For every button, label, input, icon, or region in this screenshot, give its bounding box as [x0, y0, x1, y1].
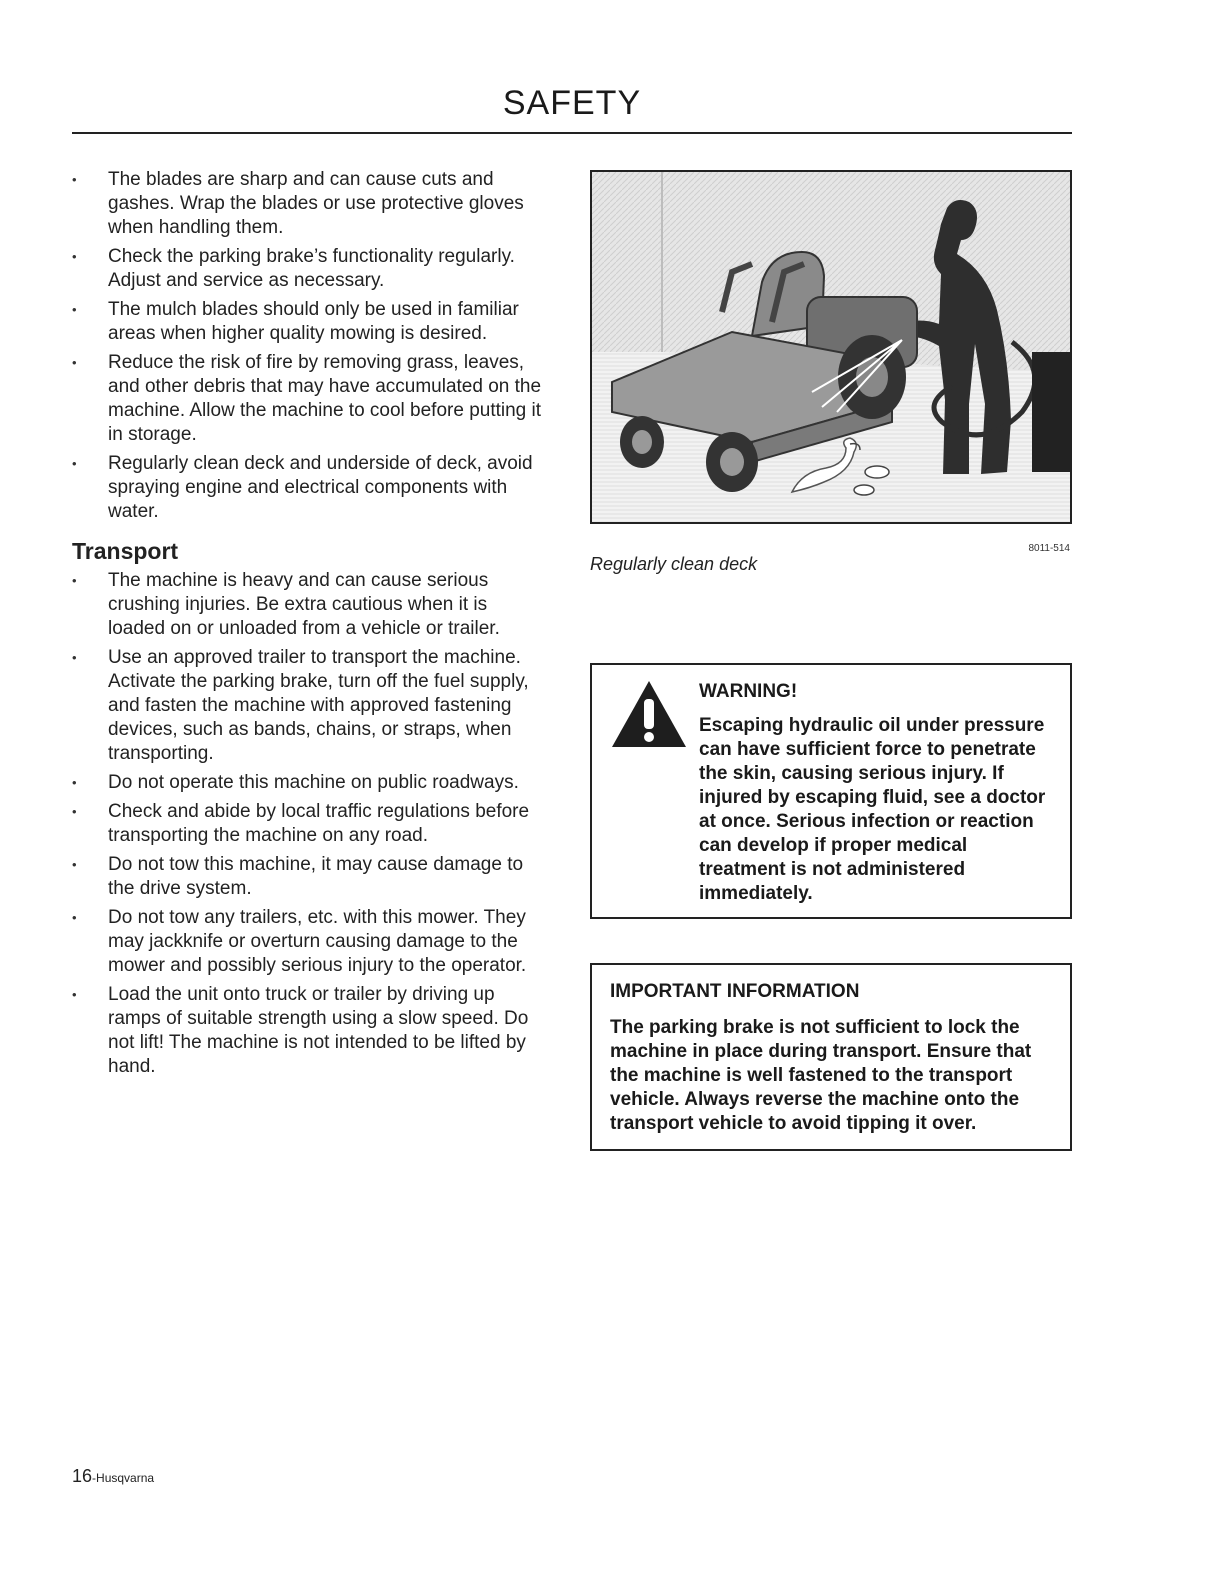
- list-item: • Reduce the risk of fire by removing grass, leaves, and other debris that may have accumulated on the machine. Allow the machine to cool before putting it in storage.: [72, 351, 542, 447]
- transport-heading: Transport: [72, 538, 179, 564]
- transport-bullet-list: [72, 569, 542, 1079]
- list-item: • Regularly clean deck and underside of deck, avoid spraying engine and electrical components with water.: [72, 452, 542, 524]
- footer-separator: -: [92, 1471, 97, 1485]
- important-information-box: [590, 963, 1072, 1151]
- list-item: • Load the unit onto truck or trailer by driving up ramps of suitable strength using a slow speed. Do not lift! The machine is not intended to be lifted by hand.: [72, 983, 542, 1079]
- page-title: SAFETY: [502, 84, 642, 122]
- warning-box: [590, 663, 1072, 919]
- warning-text: Escaping hydraulic oil under pressure can have sufficient force to penetrate the skin, causing serious injury. If injured by escaping fluid, see a doctor at once. Serious infection or reaction can develop if proper medical treatment is not administered immediately.: [699, 715, 1046, 904]
- list-item: • Do not tow this machine, it may cause damage to the drive system.: [72, 853, 542, 901]
- list-item: • The mulch blades should only be used in familiar areas when higher quality mowing is desired.: [72, 298, 542, 346]
- list-item: • The machine is heavy and can cause serious crushing injuries. Be extra cautious when it is loaded on or unloaded from a vehicle or trailer.: [72, 569, 542, 641]
- list-item: • Use an approved trailer to transport the machine. Activate the parking brake, turn off the fuel supply, and fasten the machine with approved fastening devices, such as bands, chains, or straps, when transporting.: [72, 646, 542, 766]
- footer-brand: Husqvarna: [96, 1471, 155, 1485]
- left-column: [72, 168, 542, 1084]
- figure-code: 8011-514: [1028, 543, 1070, 554]
- page-number: 16: [72, 1466, 93, 1486]
- list-item: • The blades are sharp and can cause cuts and gashes. Wrap the blades or use protective gloves when handling them.: [72, 168, 542, 240]
- figure-caption: Regularly clean deck: [590, 554, 758, 574]
- list-item: • Do not operate this machine on public roadways.: [72, 771, 542, 795]
- page-footer: [72, 1466, 154, 1487]
- list-item: • Do not tow any trailers, etc. with this mower. They may jackknife or overturn causing damage to the mower and possibly serious injury to the operator.: [72, 906, 542, 978]
- important-information-heading: IMPORTANT INFORMATION: [610, 981, 860, 1002]
- important-information-text: The parking brake is not sufficient to lock the machine in place during transport. Ensure that the machine is well fastened to the transport vehicle. Always reverse the machine onto the transport vehicle to avoid tipping it over.: [610, 1017, 1032, 1134]
- list-item: • Check and abide by local traffic regulations before transporting the machine on any road.: [72, 800, 542, 848]
- list-item: • Check the parking brake’s functionality regularly. Adjust and service as necessary.: [72, 245, 542, 293]
- warning-triangle-icon: [610, 679, 688, 754]
- mower-washing-illustration: [590, 170, 1072, 524]
- warning-heading: WARNING!: [699, 681, 798, 702]
- title-divider: [72, 132, 1072, 134]
- safety-bullet-list: [72, 168, 542, 524]
